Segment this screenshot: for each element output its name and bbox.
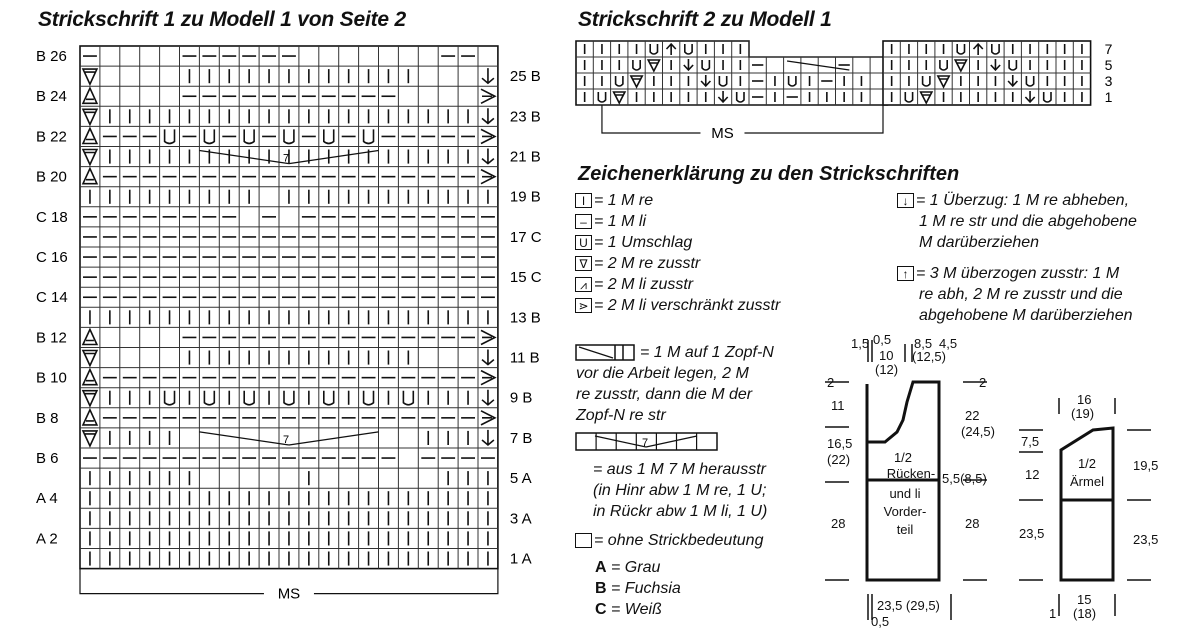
svg-text:(12): (12) xyxy=(875,362,899,377)
chart1-left-label: C 14 xyxy=(36,289,68,307)
chart2-title: Strickschrift 2 zu Modell 1 xyxy=(578,8,832,31)
svg-text:1/2: 1/2 xyxy=(1077,456,1097,471)
legend-item-yarnover: U = 1 Umschlag xyxy=(575,232,780,253)
svg-text:8,5: 8,5 xyxy=(914,336,933,351)
legend-colors xyxy=(595,557,681,620)
chart1-right-label: 5 A xyxy=(509,470,532,488)
chart1-left-label: B 10 xyxy=(36,369,67,387)
chart1-title: Strickschrift 1 zu Modell 1 von Seite 2 xyxy=(38,8,406,31)
svg-text:Ärmel: Ärmel xyxy=(1070,474,1104,489)
legend-item-sk2po: ↑ = 3 M überzogen zusstr: 1 M re abh, 2 M re zusstr und die abgehobene M darüberziehen xyxy=(897,263,1133,326)
legend-cable-text-cont: vor die Arbeit legen, 2 M re zusstr, dann die M der Zopf-N re str xyxy=(576,365,753,424)
chart1-right-label: 23 B xyxy=(509,108,541,126)
p2tog-symbol-icon: ⩘ xyxy=(575,277,592,292)
chart1-left-label: B 12 xyxy=(36,329,67,347)
svg-text:10: 10 xyxy=(879,348,894,363)
svg-text:19,5: 19,5 xyxy=(1133,458,1159,473)
legend-title: Zeichenerklärung zu den Strickschriften xyxy=(578,163,960,185)
legend-item-purl: – = 1 M li xyxy=(575,211,780,232)
knit-symbol-icon: I xyxy=(575,193,592,208)
svg-text:(18): (18) xyxy=(1073,606,1097,621)
chart1-right-label: 13 B xyxy=(509,309,541,327)
svg-text:Rücken-: Rücken- xyxy=(886,466,936,481)
svg-text:teil: teil xyxy=(896,522,914,537)
chart1-left-label: C 18 xyxy=(36,208,68,226)
svg-text:11: 11 xyxy=(831,398,845,413)
chart1-right-label: 11 B xyxy=(509,349,540,367)
chart1-right-label: 25 B xyxy=(509,68,541,86)
chart1-right-label: 19 B xyxy=(509,188,541,206)
svg-text:16,5: 16,5 xyxy=(827,436,853,451)
knitting-chart-1 xyxy=(30,38,560,618)
sk2po-symbol-icon: ↑ xyxy=(897,266,914,281)
increase-count-label: 7 xyxy=(642,437,649,449)
chart1-left-label: A 2 xyxy=(36,530,58,548)
chart1-ms-label: MS xyxy=(277,585,301,603)
k2tog-symbol-icon: ∇ xyxy=(575,256,592,271)
svg-text:23,5: 23,5 xyxy=(1019,526,1045,541)
chart2-row-label: 5 xyxy=(1104,57,1113,73)
svg-text:1: 1 xyxy=(1049,606,1057,621)
legend-empty: = ohne Strickbedeutung xyxy=(575,530,763,551)
svg-text:23,5 (29,5): 23,5 (29,5) xyxy=(877,598,940,613)
chart1-right-label: 7 B xyxy=(509,429,533,447)
chart1-cable-label: 7 xyxy=(282,434,290,446)
svg-text:(22): (22) xyxy=(827,452,851,467)
svg-text:15: 15 xyxy=(1077,592,1092,607)
svg-text:Vorder-: Vorder- xyxy=(883,504,927,519)
chart1-right-label: 15 C xyxy=(509,269,542,287)
knitting-chart-2 xyxy=(570,38,1130,158)
chart1-left-label: B 26 xyxy=(36,48,67,65)
svg-text:28: 28 xyxy=(831,516,846,531)
svg-text:2: 2 xyxy=(979,375,987,390)
chart1-right-label: 3 A xyxy=(509,510,532,528)
chart1-right-label: 1 A xyxy=(509,550,532,568)
legend-list xyxy=(575,190,780,316)
chart1-right-label: 21 B xyxy=(509,148,541,166)
legend-increase-text: = aus 1 M 7 M herausstr (in Hinr abw 1 M re, 1 U; in Rückr abw 1 M li, 1 U) xyxy=(593,461,768,520)
chart1-left-label: B 22 xyxy=(36,128,67,146)
svg-text:5,5(8,5): 5,5(8,5) xyxy=(942,471,987,486)
chart2-row-label: 3 xyxy=(1104,73,1113,89)
svg-text:12: 12 xyxy=(1025,467,1040,482)
color-key-b: B = Fuchsia xyxy=(595,580,681,597)
chart1-left-label: B 20 xyxy=(36,168,67,186)
svg-text:(24,5): (24,5) xyxy=(961,424,995,439)
svg-text:(12,5): (12,5) xyxy=(912,349,946,364)
svg-text:0,5: 0,5 xyxy=(873,332,892,347)
chart2-ms-label: MS xyxy=(711,125,734,142)
yarnover-symbol-icon: U xyxy=(575,235,592,250)
ssk-symbol-icon: ↓ xyxy=(897,193,914,208)
increase-symbol-icon xyxy=(575,432,720,452)
legend-item-k2tog: ∇ = 2 M re zusstr xyxy=(575,253,780,274)
p2tog-tbl-symbol-icon: ⋗ xyxy=(575,298,592,313)
chart1-left-label: C 16 xyxy=(36,249,68,266)
svg-text:23,5: 23,5 xyxy=(1133,532,1159,547)
color-key-c: C = Weiß xyxy=(595,601,662,618)
color-key-a: A = Grau xyxy=(595,559,661,576)
chart2-row-label: 1 xyxy=(1104,89,1113,105)
chart1-left-label: B 24 xyxy=(36,88,67,106)
chart1-cable-label: 7 xyxy=(282,152,290,165)
svg-text:und li: und li xyxy=(889,486,921,501)
chart1-right-label: 17 C xyxy=(509,228,542,246)
svg-text:22: 22 xyxy=(965,408,980,423)
legend-item-ssk: ↓ = 1 Überzug: 1 M re abheben, 1 M re str und die abgehobene M darüberziehen xyxy=(897,190,1137,253)
svg-text:28: 28 xyxy=(965,516,980,531)
svg-text:1/2: 1/2 xyxy=(893,450,913,465)
chart1-right-label: 9 B xyxy=(509,389,533,407)
svg-text:1,5: 1,5 xyxy=(851,336,870,351)
chart1-left-label: B 8 xyxy=(36,409,59,427)
svg-text:(19): (19) xyxy=(1071,406,1095,421)
chart1-left-label: B 6 xyxy=(36,450,59,467)
chart1-left-label: A 4 xyxy=(36,490,58,508)
cable-symbol-icon xyxy=(575,344,637,362)
empty-symbol-icon xyxy=(575,533,592,548)
svg-text:0,5: 0,5 xyxy=(871,614,890,629)
sleeve-outline xyxy=(1061,428,1113,580)
legend-item-knit: I = 1 M re xyxy=(575,190,780,211)
svg-text:7,5: 7,5 xyxy=(1021,434,1040,449)
purl-symbol-icon: – xyxy=(575,214,592,229)
legend-cable-text: = 1 M auf 1 Zopf-N xyxy=(640,344,774,361)
svg-text:4,5: 4,5 xyxy=(939,336,958,351)
legend-item-p2tog: ⩘ = 2 M li zusstr xyxy=(575,274,780,295)
chart2-row-label: 7 xyxy=(1104,41,1113,57)
svg-text:2: 2 xyxy=(827,375,835,390)
garment-schematic xyxy=(815,332,1195,632)
legend-item-p2tog-tbl: ⋗ = 2 M li verschränkt zusstr xyxy=(575,295,780,316)
svg-text:16: 16 xyxy=(1077,392,1092,407)
